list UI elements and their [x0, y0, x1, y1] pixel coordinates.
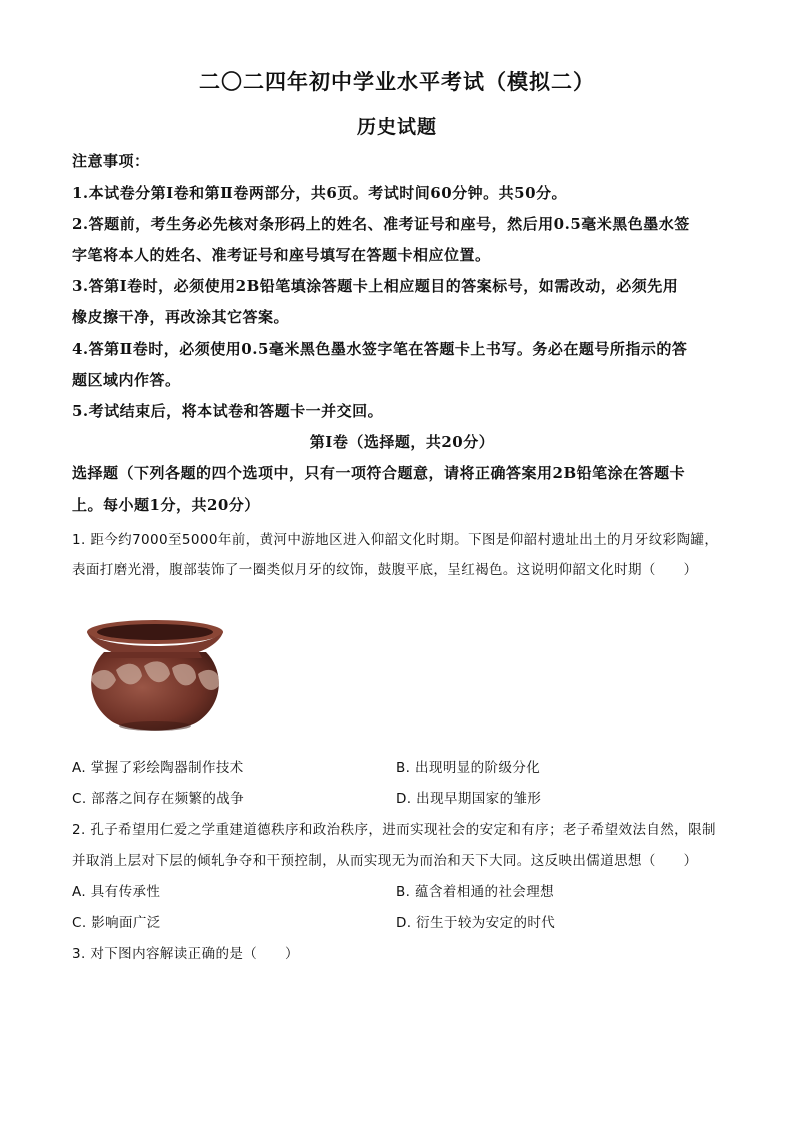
question-1-text: 表面打磨光滑，腹部装饰了一圈类似月牙的纹饰，鼓腹平底，呈红褐色。这说明仰韶文化时期（ ）: [72, 562, 698, 578]
notes-line: 4.答第Ⅱ卷时，必须使用0.5毫米黑色墨水签字笔在答题卡上书写。务必在题号所指示的答: [72, 340, 688, 358]
section-instruction: 选择题（下列各题的四个选项中，只有一项符合题意，请将正确答案用2B铅笔涂在答题卡: [72, 464, 686, 482]
exam-title: 二〇二四年初中学业水平考试（模拟二）: [199, 69, 595, 94]
notes-line: 橡皮擦干净，再改涂其它答案。: [72, 308, 290, 326]
question-1-option-d: D. 出现早期国家的雏形: [396, 791, 542, 807]
notes-line: 3.答第Ⅰ卷时，必须使用2B铅笔填涂答题卡上相应题目的答案标号，如需改动，必须先用: [72, 277, 679, 295]
question-2-option-a: A. 具有传承性: [72, 884, 161, 900]
exam-subject: 历史试题: [356, 116, 437, 138]
notes-line: 字笔将本人的姓名、准考证号和座号填写在答题卡相应位置。: [72, 246, 491, 264]
question-1-text: 1. 距今约7000至5000年前，黄河中游地区进入仰韶文化时期。下图是仰韶村遗址出土的月牙纹彩陶罐，: [72, 532, 719, 548]
notes-heading: 注意事项：: [72, 152, 150, 170]
notes-line: 1.本试卷分第Ⅰ卷和第Ⅱ卷两部分，共6页。考试时间60分钟。共50分。: [72, 184, 568, 202]
notes-line: 5.考试结束后，将本试卷和答题卡一并交回。: [72, 402, 384, 420]
question-2-option-d: D. 衍生于较为安定的时代: [396, 915, 556, 931]
question-1-option-a: A. 掌握了彩绘陶器制作技术: [72, 760, 244, 776]
question-3-text: 3. 对下图内容解读正确的是（ ）: [72, 946, 299, 962]
question-1-option-c: C. 部落之间存在频繁的战争: [72, 791, 245, 807]
notes-line: 2.答题前，考生务必先核对条形码上的姓名、准考证号和座号，然后用0.5毫米黑色墨水签: [72, 215, 690, 233]
question-2-text: 2. 孔子希望用仁爱之学重建道德秩序和政治秩序，进而实现社会的安定和有序；老子希望效法自然，限制: [72, 822, 716, 838]
question-2-text: 并取消上层对下层的倾轧争夺和干预控制，从而实现无为而治和天下大同。这反映出儒道思想（ ）: [72, 853, 698, 869]
section-instruction: 上。每小题1分，共20分）: [72, 496, 260, 514]
question-2-option-c: C. 影响面广泛: [72, 915, 161, 931]
section-heading: 第Ⅰ卷（选择题，共20分）: [309, 433, 495, 451]
question-1-option-b: B. 出现明显的阶级分化: [396, 760, 541, 776]
painted-pottery-jar-image: [82, 608, 228, 740]
question-2-option-b: B. 蕴含着相通的社会理想: [396, 884, 555, 900]
notes-line: 题区域内作答。: [72, 371, 181, 389]
